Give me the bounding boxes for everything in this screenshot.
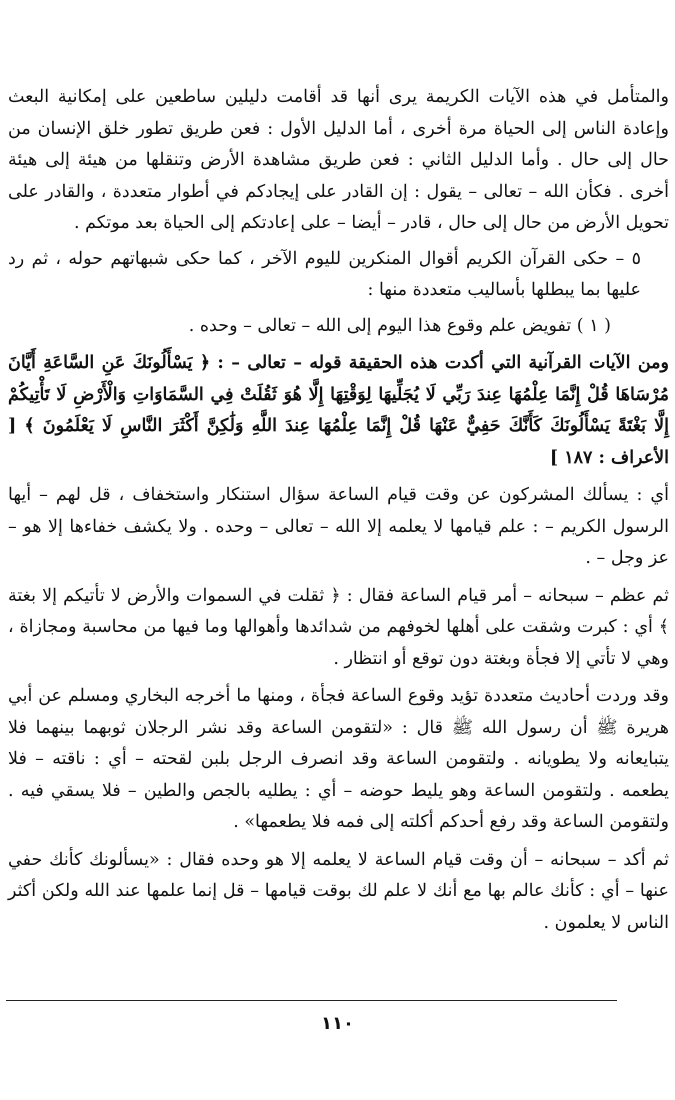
paragraph-conclusion: ثم أكد – سبحانه – أن وقت قيام الساعة لا يعلمه إلا هو وحده فقال : «يسألونك كأنك حفي عنها – أي : كأنك عالم بها مع أنك لا علم لك بوقت قيامها – قل إنما علمها عند الله ولكن أكثر الناس لا يعلمون . (8, 849, 670, 933)
page-body (8, 82, 669, 939)
paragraph-subheading-1: ( ١ ) تفويض علم وقوع هذا اليوم إلى الله – تعالى – وحده . (188, 315, 611, 336)
footer-divider (6, 1000, 617, 1001)
paragraph-explanation: أي : يسألك المشركون عن وقت قيام الساعة سؤال استنكار واستخفاف ، قل لهم – أيها الرسول الكريم – : علم قيامها لا يعلمه إلا الله – تعالى – وحده . ولا يكشف خفاءها إلا هو – عز وجل – . (8, 485, 669, 568)
paragraph-quran-verse: ومن الآيات القرآنية التي أكدت هذه الحقيقة قوله – تعالى – : ﴿ يَسْأَلُونَكَ عَنِ السَّاعَةِ أَيَّانَ مُرْسَاهَا قُلْ إِنَّمَا عِلْمُهَا عِندَ رَبِّي لَا يُجَلِّيهَا لِوَقْتِهَا إِلَّا هُوَ ثَقُلَتْ فِي السَّمَاوَاتِ وَالْأَرْضِ لَا تَأْتِيكُمْ إِلَّا بَغْتَةً يَسْأَلُونَكَ كَأَنَّكَ حَفِيٌّ عَنْهَا قُلْ إِنَّمَا عِلْمُهَا عِندَ اللَّهِ وَلَٰكِنَّ أَكْثَرَ النَّاسِ لَا يَعْلَمُونَ ﴾ [ الأعراف : ١٨٧ ] (8, 353, 669, 468)
page-number: ١١٠ (321, 1013, 354, 1034)
paragraph-point-5: ٥ – حكى القرآن الكريم أقوال المنكرين لليوم الآخر ، كما حكى شبهاتهم حوله ، ثم رد عليها بما يبطلها بأساليب متعددة منها : (8, 248, 641, 300)
paragraph-hadith: وقد وردت أحاديث متعددة تؤيد وقوع الساعة فجأة ، ومنها ما أخرجه البخاري ومسلم عن أبي هريرة ﷺ أن رسول الله ﷺ قال : «لتقومن الساعة وقد نشر الرجلان ثوبهما بينهما فلا يتبايعانه ولا يطويانه . ولتقومن الساعة وقد انصرف الرجل بلبن لقحته – أي : ناقته – فلا يطعمه . ولتقومن الساعة وهو يليط حوضه – أي : يطليه بالجص والطين – فلا يسقي فيه . ولتقومن الساعة وقد رفع أحدكم أكلته إلى فمه فلا يطعمها» . (8, 686, 669, 832)
paragraph-emphasis: ثم عظم – سبحانه – أمر قيام الساعة فقال : ﴿ ثقلت في السموات والأرض لا تأتيكم إلا بغتة ﴾ أي : كبرت وشقت على أهلها لخوفهم من شدائدها وأهوالها وما فيها من محاسبة ومجازاة ، وهي لا تأتي إلا فجأة وبغتة دون توقع أو انتظار . (8, 585, 669, 669)
paragraph-proofs: والمتأمل في هذه الآيات الكريمة يرى أنها قد أقامت دليلين ساطعين على إمكانية البعث وإعادة الناس إلى الحياة مرة أخرى ، أما الدليل الأول : فعن طريق تطور خلق الإنسان من حال إلى حال . وأما الدليل الثاني : فعن طريق مشاهدة الأرض وتنقلها من هيئة إلى هيئة أخرى . فكأن الله – تعالى – يقول : إن القادر على إيجادكم في أطوار متعددة ، والقادر على تحويل الأرض من حال إلى حال ، قادر – أيضا – على إعادتكم إلى الحياة بعد موتكم . (8, 87, 669, 233)
